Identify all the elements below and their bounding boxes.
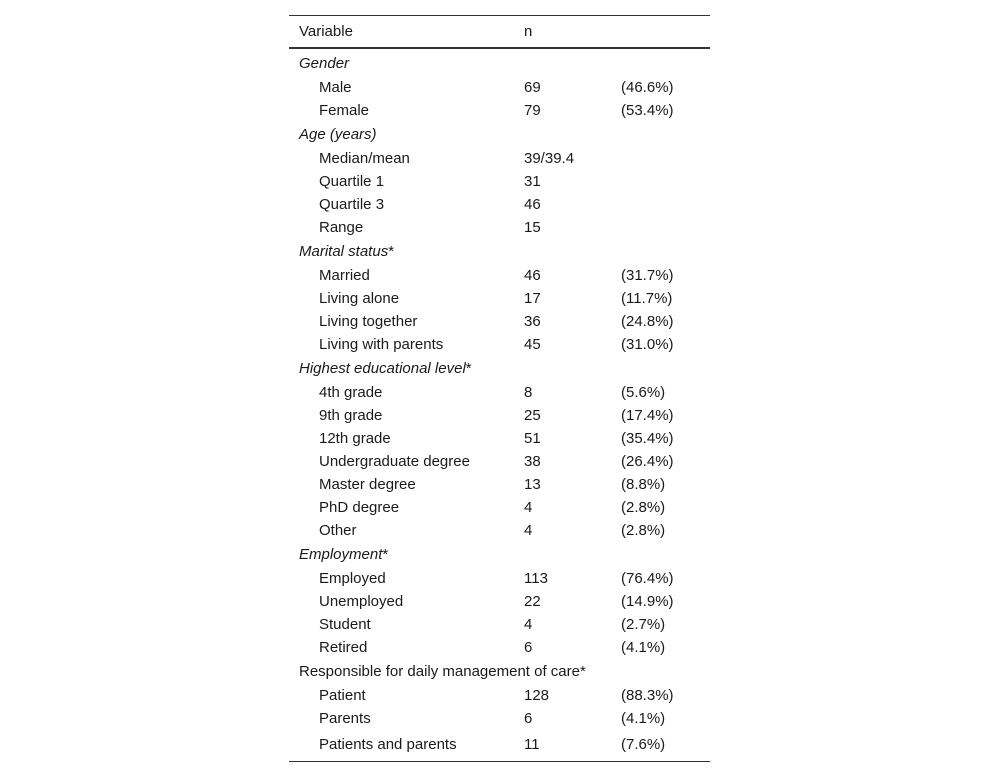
table-group-row bbox=[289, 239, 710, 264]
table-group-row bbox=[289, 542, 710, 567]
footnote-mark: * bbox=[465, 360, 472, 377]
row-count: 51 bbox=[524, 430, 541, 447]
table-row bbox=[289, 310, 710, 333]
row-count: 22 bbox=[524, 593, 541, 610]
row-count: 4 bbox=[524, 616, 533, 633]
table-group-row bbox=[289, 122, 710, 147]
group-heading-label: Marital status bbox=[299, 243, 389, 260]
table-row bbox=[289, 264, 710, 287]
group-heading bbox=[289, 659, 710, 684]
table-row bbox=[289, 590, 710, 613]
group-heading bbox=[289, 239, 710, 264]
table-row bbox=[289, 76, 710, 99]
table-header-row bbox=[289, 16, 710, 49]
row-count: 113 bbox=[524, 570, 548, 587]
table-row bbox=[289, 636, 710, 659]
row-count: 128 bbox=[524, 687, 550, 704]
row-label: Unemployed bbox=[319, 593, 404, 610]
row-percent: (31.7%) bbox=[621, 267, 674, 284]
row-label: Parents bbox=[319, 710, 371, 727]
row-label: Employed bbox=[319, 570, 386, 587]
table-group-row bbox=[289, 356, 710, 381]
group-heading bbox=[289, 356, 710, 381]
group-heading bbox=[289, 48, 710, 76]
row-label: Median/mean bbox=[319, 150, 410, 167]
row-percent: (2.8%) bbox=[621, 522, 666, 539]
table-row bbox=[289, 216, 710, 239]
row-count: 8 bbox=[524, 384, 533, 401]
row-percent: (76.4%) bbox=[621, 570, 674, 587]
footnote-mark: * bbox=[388, 243, 395, 260]
table-row bbox=[289, 684, 710, 707]
row-percent: (7.6%) bbox=[621, 735, 666, 753]
header-variable: Variable bbox=[299, 23, 353, 40]
row-percent: (11.7%) bbox=[621, 290, 673, 307]
group-heading bbox=[289, 122, 710, 147]
table-row bbox=[289, 707, 710, 730]
row-label: Quartile 3 bbox=[319, 196, 385, 213]
row-count: 79 bbox=[524, 102, 541, 119]
table-row bbox=[289, 99, 710, 122]
row-percent bbox=[610, 216, 710, 239]
row-label: Master degree bbox=[319, 476, 416, 493]
row-label: PhD degree bbox=[319, 499, 400, 516]
row-label: Female bbox=[319, 102, 370, 119]
row-count: 46 bbox=[524, 267, 541, 284]
row-count: 4 bbox=[524, 522, 533, 539]
table-row bbox=[289, 519, 710, 542]
row-label: Other bbox=[319, 522, 357, 539]
group-heading-label: Highest educational level bbox=[299, 360, 466, 377]
row-label: Student bbox=[319, 616, 371, 633]
row-percent bbox=[610, 193, 710, 216]
row-label: Range bbox=[319, 219, 364, 236]
group-heading-label: Employment bbox=[299, 546, 383, 563]
row-percent: (4.1%) bbox=[621, 639, 666, 656]
row-percent: (14.9%) bbox=[621, 593, 674, 610]
row-percent: (2.8%) bbox=[621, 499, 666, 516]
row-percent bbox=[610, 170, 710, 193]
table-row bbox=[289, 147, 710, 170]
row-percent: (26.4%) bbox=[621, 453, 674, 470]
row-percent: (46.6%) bbox=[621, 79, 674, 96]
group-heading-label: Age (years) bbox=[299, 126, 377, 143]
table-row bbox=[289, 567, 710, 590]
row-percent: (4.1%) bbox=[621, 710, 666, 727]
row-label: 4th grade bbox=[319, 384, 383, 401]
row-count: 46 bbox=[524, 196, 541, 213]
row-count: 38 bbox=[524, 453, 541, 470]
row-label: Quartile 1 bbox=[319, 173, 385, 190]
group-heading-label: Responsible for daily management of care bbox=[299, 663, 580, 680]
row-percent: (53.4%) bbox=[621, 102, 674, 119]
table-group-row bbox=[289, 48, 710, 76]
row-label: Male bbox=[319, 79, 352, 96]
row-count: 6 bbox=[524, 639, 533, 656]
row-label: Patients and parents bbox=[319, 735, 457, 753]
group-heading-label: Gender bbox=[299, 55, 350, 72]
row-label: 12th grade bbox=[319, 430, 391, 447]
table-row bbox=[289, 613, 710, 636]
table-group-row bbox=[289, 659, 710, 684]
table-body bbox=[289, 48, 710, 762]
row-percent: (35.4%) bbox=[621, 430, 674, 447]
table-row bbox=[289, 404, 710, 427]
row-percent: (88.3%) bbox=[621, 687, 674, 704]
row-percent: (31.0%) bbox=[621, 336, 674, 353]
footnote-mark: * bbox=[580, 663, 586, 680]
row-percent: (24.8%) bbox=[621, 313, 674, 330]
row-label: Patient bbox=[319, 687, 366, 704]
row-count: 13 bbox=[524, 476, 541, 493]
row-count: 11 bbox=[524, 735, 540, 753]
row-count: 4 bbox=[524, 499, 533, 516]
row-percent: (5.6%) bbox=[621, 384, 666, 401]
demographics-table-container bbox=[289, 15, 710, 762]
row-label: Living together bbox=[319, 313, 418, 330]
row-percent bbox=[610, 147, 710, 170]
row-count: 39/39.4 bbox=[524, 150, 575, 167]
row-count: 25 bbox=[524, 407, 541, 424]
row-label: Living with parents bbox=[319, 336, 444, 353]
header-percent bbox=[610, 16, 710, 49]
table-row bbox=[289, 193, 710, 216]
header-n: n bbox=[524, 23, 533, 40]
row-label: Living alone bbox=[319, 290, 400, 307]
row-percent: (2.7%) bbox=[621, 616, 666, 633]
row-label: Married bbox=[319, 267, 370, 284]
table-row bbox=[289, 427, 710, 450]
demographics-table bbox=[289, 15, 710, 762]
group-heading bbox=[289, 542, 710, 567]
table-row bbox=[289, 496, 710, 519]
row-label: Retired bbox=[319, 639, 368, 656]
row-label: Undergraduate degree bbox=[319, 453, 470, 470]
row-percent: (17.4%) bbox=[621, 407, 674, 424]
table-row bbox=[289, 170, 710, 193]
row-label: 9th grade bbox=[319, 407, 383, 424]
row-count: 31 bbox=[524, 173, 541, 190]
row-count: 6 bbox=[524, 710, 533, 727]
table-row bbox=[289, 381, 710, 404]
row-count: 36 bbox=[524, 313, 541, 330]
row-count: 45 bbox=[524, 336, 541, 353]
table-row bbox=[289, 333, 710, 356]
row-count: 15 bbox=[524, 219, 541, 236]
footnote-mark: * bbox=[382, 546, 389, 563]
table-row bbox=[289, 450, 710, 473]
row-count: 69 bbox=[524, 79, 541, 96]
table-row bbox=[289, 730, 710, 762]
row-percent: (8.8%) bbox=[621, 476, 666, 493]
table-row bbox=[289, 287, 710, 310]
row-count: 17 bbox=[524, 290, 541, 307]
table-row bbox=[289, 473, 710, 496]
